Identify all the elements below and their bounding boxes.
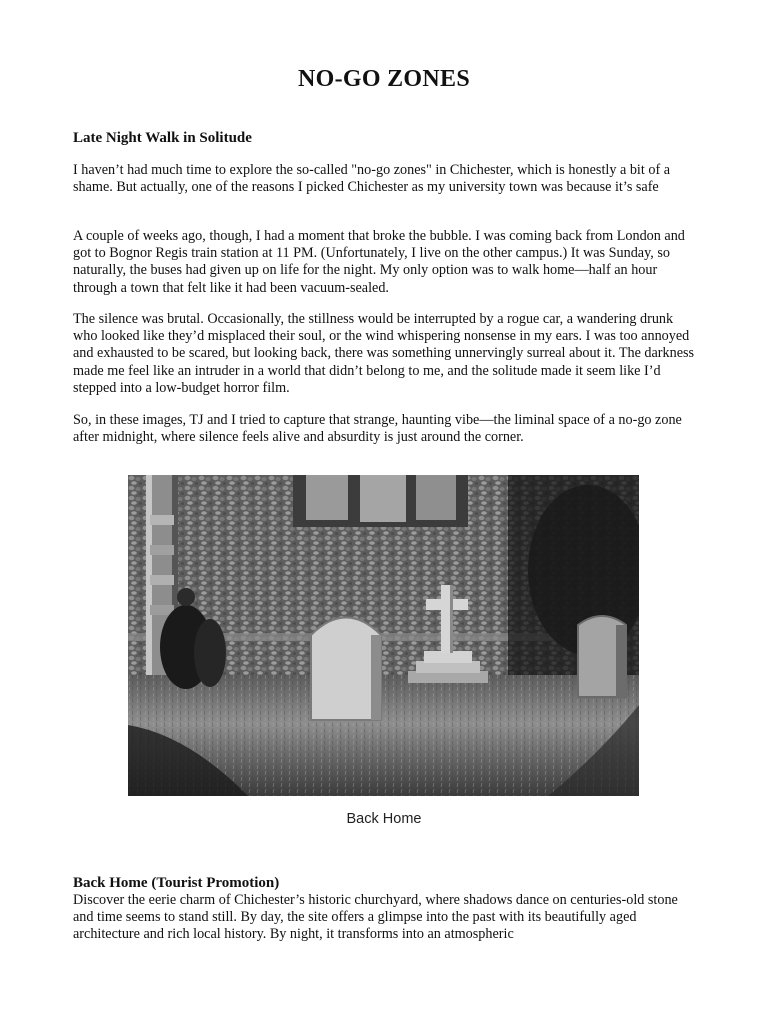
section-heading-late-night-walk: Late Night Walk in Solitude [73,130,252,146]
paragraph-tourist-promotion: Discover the eerie charm of Chichester’s historic churchyard, where shadows dance on centuries-old stone and time seems to stand still. By day, the site offers a glimpse into the past with its beautifully aged architecture and rich local history. By night, it transforms into an atmospheric [73,892,678,943]
paragraph-images: So, in these images, TJ and I tried to capture that strange, haunting vibe—the liminal space of a no-go zone after midnight, where silence feels alive and absurdity is just around the corner. [73,412,682,446]
headstone [311,618,381,721]
photo-caption: Back Home [346,811,422,827]
churchyard-photo [128,475,639,796]
page-title: NO-GO ZONES [298,66,470,92]
section-heading-back-home: Back Home (Tourist Promotion) [73,875,280,891]
paragraph-silence: The silence was brutal. Occasionally, the stillness would be interrupted by a rogue car, a wandering drunk who looked like they’d misplaced their soul, or the wind whispering nonsense in my ears. I was too annoyed and exhausted to be scared, but looking back, there was something unnervingly surreal about it. The darkness made me feel like an intruder in a world that didn’t belong to me, and the solitude made it seem like I’d stepped into a low-budget horror film. [73,311,695,396]
paragraph-walk-home: A couple of weeks ago, though, I had a moment that broke the bubble. I was coming back from London and got to Bognor Regis train station at 11 PM. (Unfortunately, I live on the other campus.) It was Sunday, so naturally, the buses had given up on life for the night. My only option was to walk home—half an hour through a town that felt like it had been vacuum-sealed. [73,228,685,296]
paragraph-intro: I haven’t had much time to explore the so-called "no-go zones" in Chichester, which is honestly a bit of a shame. But actually, one of the reasons I picked Chichester as my university town was because it’s safe [73,162,671,196]
